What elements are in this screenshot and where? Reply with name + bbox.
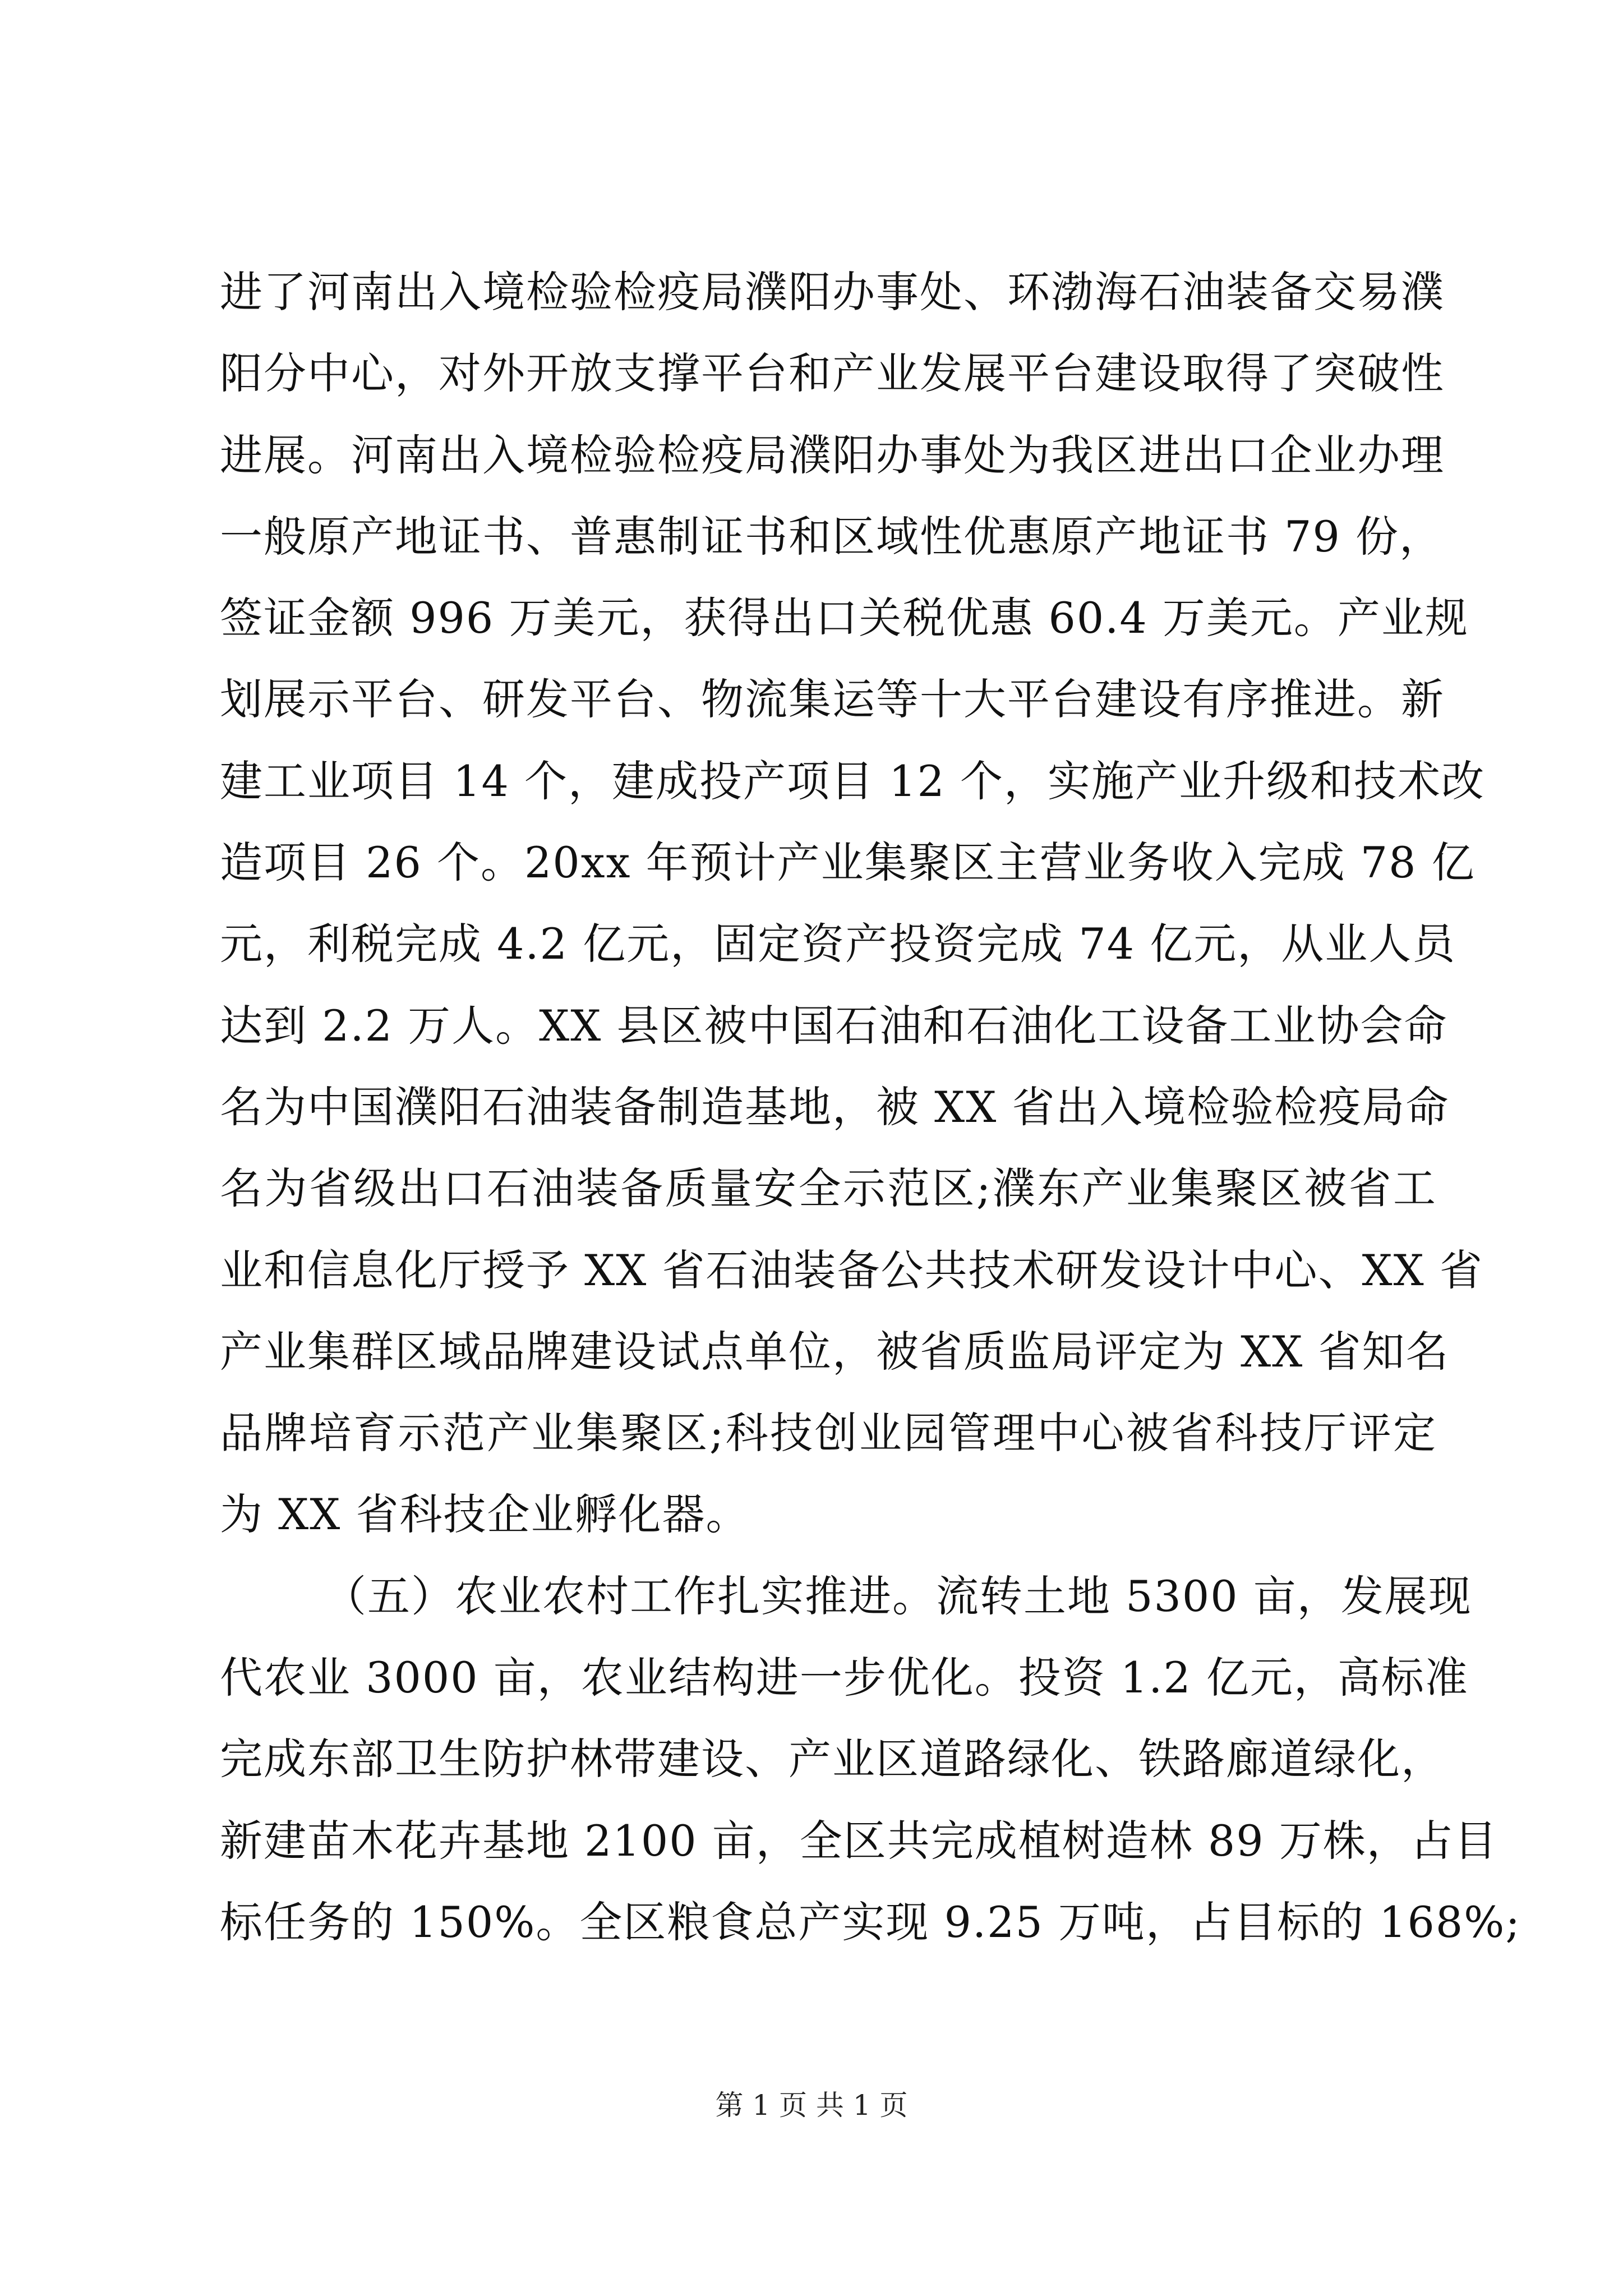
text-line: 完成东部卫生防护林带建设、产业区道路绿化、铁路廊道绿化， bbox=[220, 1734, 1445, 1784]
text-line-indented: （五）农业农村工作扎实推进。流转土地 5300 亩，发展现 bbox=[324, 1571, 1472, 1621]
text-line: 达到 2.2 万人。XX 县区被中国石油和石油化工设备工业协会命 bbox=[220, 1000, 1448, 1051]
text-line: 名为省级出口石油装备质量安全示范区;濮东产业集聚区被省工 bbox=[220, 1163, 1437, 1214]
text-line: 划展示平台、研发平台、物流集运等十大平台建设有序推进。新 bbox=[220, 674, 1445, 725]
text-line: 进展。河南出入境检验检疫局濮阳办事处为我区进出口企业办理 bbox=[220, 430, 1445, 480]
document-body bbox=[220, 251, 1521, 1963]
text-line: 产业集群区域品牌建设试点单位，被省质监局评定为 XX 省知名 bbox=[220, 1326, 1450, 1377]
text-line-last: 为 XX 省科技企业孵化器。 bbox=[220, 1489, 750, 1540]
text-line: 品牌培育示范产业集聚区;科技创业园管理中心被省科技厅评定 bbox=[220, 1408, 1437, 1458]
page-number-footer: 第 1 页 共 1 页 bbox=[715, 2089, 908, 2122]
text-line: 建工业项目 14 个，建成投产项目 12 个，实施产业升级和技术改 bbox=[220, 756, 1486, 806]
text-line: 代农业 3000 亩，农业结构进一步优化。投资 1.2 亿元，高标准 bbox=[220, 1653, 1469, 1703]
text-line: 造项目 26 个。20xx 年预计产业集聚区主营业务收入完成 78 亿 bbox=[220, 838, 1476, 888]
text-line: 业和信息化厅授予 XX 省石油装备公共技术研发设计中心、XX 省 bbox=[220, 1245, 1483, 1295]
text-line: 签证金额 996 万美元，获得出口关税优惠 60.4 万美元。产业规 bbox=[220, 593, 1469, 643]
paragraph-1 bbox=[220, 251, 1486, 1556]
text-line: 名为中国濮阳石油装备制造基地，被 XX 省出入境检验检疫局命 bbox=[220, 1082, 1450, 1132]
text-line: 一般原产地证书、普惠制证书和区域性优惠原产地证书 79 份， bbox=[220, 511, 1444, 562]
text-line: 进了河南出入境检验检疫局濮阳办事处、环渤海石油装备交易濮 bbox=[220, 267, 1445, 317]
text-line: 阳分中心，对外开放支撑平台和产业发展平台建设取得了突破性 bbox=[220, 348, 1445, 399]
text-line: 标任务的 150%。全区粮食总产实现 9.25 万吨，占目标的 168%; bbox=[220, 1897, 1521, 1947]
text-line: 元，利税完成 4.2 亿元，固定资产投资完成 74 亿元，从业人员 bbox=[220, 919, 1456, 969]
text-line: 新建苗木花卉基地 2100 亩，全区共完成植树造林 89 万株，占目 bbox=[220, 1815, 1498, 1866]
paragraph-2 bbox=[220, 1556, 1521, 1963]
